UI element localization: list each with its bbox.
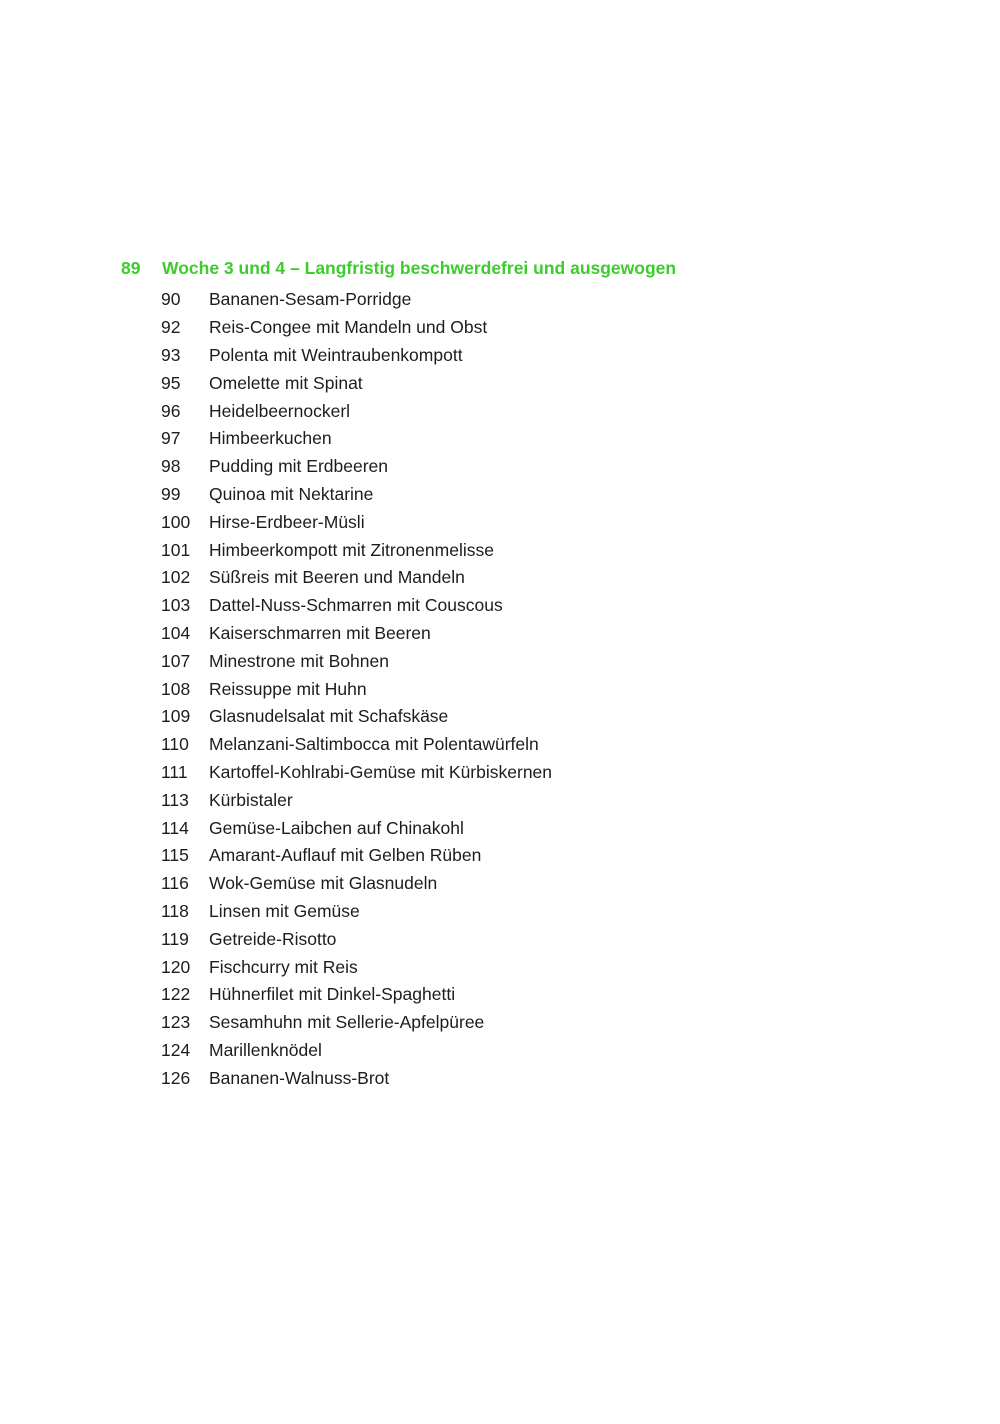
entry-page-number: 100 — [161, 511, 191, 532]
entry-title: Dattel-Nuss-Schmarren mit Couscous — [209, 595, 503, 616]
entry-title: Marillenknödel — [209, 1039, 322, 1060]
toc-entry — [161, 620, 552, 648]
entry-page-number: 99 — [161, 483, 181, 504]
toc-entry — [161, 564, 552, 592]
toc-entry — [161, 898, 552, 926]
toc-entry — [161, 425, 552, 453]
entry-title: Gemüse-Laibchen auf Chinakohl — [209, 817, 464, 838]
toc-entry — [161, 342, 552, 370]
entry-page-number: 116 — [161, 873, 189, 894]
entry-page-number: 104 — [161, 622, 191, 643]
toc-entry — [161, 508, 552, 536]
entry-title: Reissuppe mit Huhn — [209, 678, 367, 699]
entry-page-number: 103 — [161, 595, 191, 616]
toc-entry — [161, 731, 552, 759]
entry-title: Kürbistaler — [209, 789, 293, 810]
toc-entry — [161, 842, 552, 870]
toc-entry — [161, 786, 552, 814]
entry-page-number: 122 — [161, 984, 191, 1005]
toc-entry — [161, 369, 552, 397]
toc-entry — [161, 1064, 552, 1092]
entry-page-number: 107 — [161, 650, 191, 671]
entry-page-number: 96 — [161, 400, 181, 421]
entry-title: Fischcurry mit Reis — [209, 956, 358, 977]
entry-title: Minestrone mit Bohnen — [209, 650, 389, 671]
toc-entry — [161, 314, 552, 342]
toc-entry — [161, 453, 552, 481]
entry-title: Pudding mit Erdbeeren — [209, 456, 388, 477]
entry-page-number: 118 — [161, 900, 189, 921]
entry-title: Heidelbeernockerl — [209, 400, 351, 421]
toc-entry — [161, 675, 552, 703]
entry-page-number: 119 — [161, 928, 189, 949]
section-page-number: 89 — [121, 257, 141, 278]
entry-title: Wok-Gemüse mit Glasnudeln — [209, 873, 438, 894]
entry-title: Bananen-Sesam-Porridge — [209, 289, 412, 310]
entry-title: Süßreis mit Beeren und Mandeln — [209, 567, 465, 588]
toc-entry — [161, 1009, 552, 1037]
toc-entry — [161, 647, 552, 675]
entry-title: Linsen mit Gemüse — [209, 900, 360, 921]
entry-page-number: 126 — [161, 1067, 191, 1088]
toc-entry-list — [161, 286, 552, 1092]
entry-page-number: 109 — [161, 706, 191, 727]
entry-page-number: 115 — [161, 845, 189, 866]
entry-page-number: 120 — [161, 956, 191, 977]
entry-title: Kaiserschmarren mit Beeren — [209, 622, 431, 643]
entry-page-number: 114 — [161, 817, 189, 838]
entry-page-number: 95 — [161, 372, 181, 393]
toc-entry — [161, 953, 552, 981]
entry-title: Omelette mit Spinat — [209, 372, 363, 393]
toc-entry — [161, 481, 552, 509]
entry-page-number: 98 — [161, 456, 181, 477]
toc-entry — [161, 1037, 552, 1065]
toc-entry — [161, 536, 552, 564]
entry-page-number: 97 — [161, 428, 181, 449]
toc-entry — [161, 814, 552, 842]
toc-entry — [161, 397, 552, 425]
entry-title: Hühnerfilet mit Dinkel-Spaghetti — [209, 984, 456, 1005]
section-heading — [121, 255, 676, 281]
entry-title: Getreide-Risotto — [209, 928, 337, 949]
entry-title: Amarant-Auflauf mit Gelben Rüben — [209, 845, 482, 866]
entry-page-number: 111 — [161, 761, 188, 782]
entry-title: Quinoa mit Nektarine — [209, 483, 374, 504]
section-title: Woche 3 und 4 – Langfristig beschwerdefrei und ausgewogen — [162, 257, 677, 278]
entry-page-number: 123 — [161, 1012, 191, 1033]
entry-title: Glasnudelsalat mit Schafskäse — [209, 706, 449, 727]
entry-page-number: 101 — [161, 539, 191, 560]
entry-page-number: 110 — [161, 734, 189, 755]
entry-title: Himbeerkompott mit Zitronenmelisse — [209, 539, 494, 560]
entry-title: Kartoffel-Kohlrabi-Gemüse mit Kürbiskernen — [209, 761, 553, 782]
entry-page-number: 124 — [161, 1039, 191, 1060]
toc-entry — [161, 286, 552, 314]
entry-page-number: 90 — [161, 289, 181, 310]
entry-page-number: 108 — [161, 678, 191, 699]
entry-page-number: 93 — [161, 344, 181, 365]
entry-title: Sesamhuhn mit Sellerie-Apfelpüree — [209, 1012, 485, 1033]
toc-entry — [161, 592, 552, 620]
toc-entry — [161, 703, 552, 731]
toc-entry — [161, 870, 552, 898]
entry-title: Bananen-Walnuss-Brot — [209, 1067, 390, 1088]
entry-title: Polenta mit Weintraubenkompott — [209, 344, 463, 365]
entry-title: Himbeerkuchen — [209, 428, 332, 449]
toc-entry — [161, 981, 552, 1009]
entry-page-number: 92 — [161, 317, 181, 338]
toc-entry — [161, 925, 552, 953]
entry-title: Melanzani-Saltimbocca mit Polentawürfeln — [209, 734, 539, 755]
entry-title: Hirse-Erdbeer-Müsli — [209, 511, 365, 532]
entry-page-number: 113 — [161, 789, 189, 810]
entry-title: Reis-Congee mit Mandeln und Obst — [209, 317, 488, 338]
entry-page-number: 102 — [161, 567, 191, 588]
toc-entry — [161, 759, 552, 787]
